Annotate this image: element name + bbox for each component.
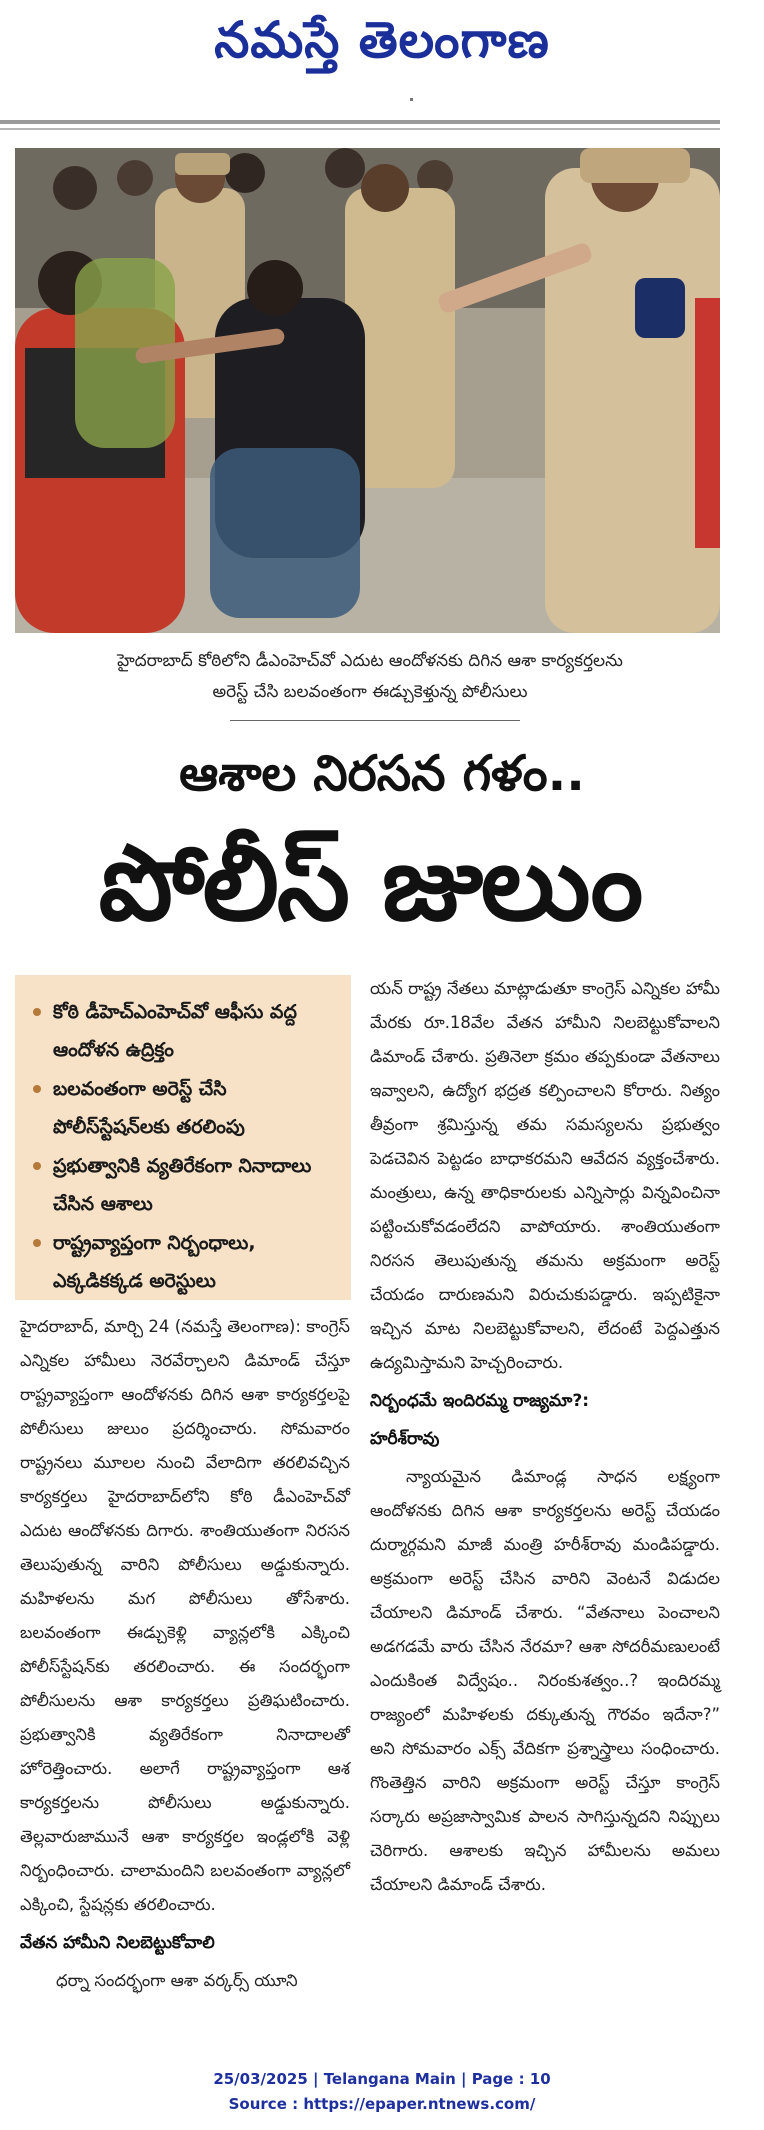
article-subhead: నిర్బంధమే ఇందిరమ్మ రాజ్యమా?: [370, 1391, 590, 1411]
highlight-item: బలవంతంగా అరెస్ట్ చేసి పోలీస్‌స్టేషన్‌లకు తరలింపు [29, 1070, 341, 1146]
article-subhead-author: హరీశ్‌రావు [370, 1429, 440, 1449]
bullet-icon [33, 1008, 41, 1016]
highlight-item: ప్రభుత్వానికి వ్యతిరేకంగా నినాదాలు చేసిన ఆశాలు [29, 1147, 341, 1223]
headline-kicker: ఆశాల నిరసన గళం.. [179, 745, 585, 802]
caption-divider [230, 720, 520, 721]
article-subhead: వేతన హామీని నిలబెట్టుకోవాలి [20, 1933, 215, 1953]
article-paragraph: హైదరాబాద్, మార్చి 24 (నమస్తే తెలంగాణ): కాంగ్రెస్ ఎన్నికల హామీలు నెరవేర్చాలని డిమాండ్ చేస్తూ రాష్ట్రవ్యాప్తంగా ఆందోళనకు దిగిన ఆశా కార్యకర్తలపై పోలీసులు జులుం ప్రదర్శించారు. సోమవారం రాష్ట్రనలు మూలల నుంచి వేలాదిగా తరలివచ్చిన కార్యకర్తలు హైదరాబాద్‌లోని కోఠి డీఎంహెచ్‌వో ఎదుట ఆందోళనకు దిగారు. శాంతియుతంగా నిరసన తెలుపుతున్న వారిని పోలీసులు అడ్డుకున్నారు. మహిళలను మగ పోలీసులు తోసేశారు. బలవంతంగా ఈడ్చుకెళ్లి వ్యాన్లలోకి ఎక్కించి పోలీస్‌స్టేషన్‌కు తరలించారు. ఈ సందర్భంగా పోలీసులను ఆశా కార్యకర్తలు ప్రతిఘటించారు. ప్రభుత్వానికి వ్యతిరేకంగా నినాదాలతో హోరెత్తించారు. అలాగే రాష్ట్రవ్యాప్తంగా ఆశ కార్యకర్తలను పోలీసులు అడ్డుకున్నారు. తెల్లవారుజామునే ఆశా కార్యకర్తల ఇండ్లలోకి వెళ్లి నిర్బంధించారు. చాలామందిని బలవంతంగా వ్యాన్లలో ఎక్కించి, స్టేషన్లకు తరలించారు. [20, 1317, 350, 1914]
highlights-box [15, 975, 351, 1300]
main-headline: పోలీస్ జులుం [98, 822, 642, 944]
bullet-icon [33, 1085, 41, 1093]
bullet-icon [33, 1162, 41, 1170]
highlight-item: రాష్ట్రవ్యాప్తంగా నిర్బంధాలు, ఎక్కడికక్కడ అరెస్టులు [29, 1224, 341, 1300]
footer-date-line: 25/03/2025 | Telangana Main | Page : 10 [213, 2070, 551, 2088]
protest-photo-illustration [15, 148, 720, 633]
caption-line-2: అరెస్ట్ చేసి బలవంతంగా ఈడ్చుకెళ్తున్న పోలీసులు [212, 682, 528, 702]
article-column-left [20, 1310, 350, 2002]
article-column-right [370, 972, 720, 1906]
caption-line-1: హైదరాబాద్ కోఠిలోని డీఎంహెచ్‌వో ఎదుట ఆందోళనకు దిగిన ఆశా కార్యకర్తలను [117, 651, 623, 671]
masthead [0, 0, 764, 120]
newspaper-title: నమస్తే తెలంగాణ [214, 10, 550, 69]
article-paragraph: ధర్నా సందర్భంగా ఆశా వర్కర్స్ యూని [56, 1971, 298, 1990]
article-paragraph: యన్ రాష్ట్ర నేతలు మాట్లాడుతూ కాంగ్రెస్ ఎన్నికల హామీ మేరకు రూ.18వేల వేతన హామీని నిలబెట్టుకోవాలని డిమాండ్ చేశారు. ప్రతినెలా క్రమం తప్పకుండా వేతనాలు ఇవ్వాలని, ఉద్యోగ భద్రత కల్పించాలని కోరారు. నిత్యం తీవ్రంగా శ్రమిస్తున్న తమ సమస్యలను ప్రభుత్వం పెడచెవిన పెట్టడం బాధాకరమని ఆవేదన వ్యక్తంచేశారు. మంత్రులు, ఉన్న తాధికారులకు ఎన్నిసార్లు విన్నవించినా పట్టించుకోవడంలేదని వాపోయారు. శాంతియుతంగా నిరసన తెలుపుతున్న తమను అక్రమంగా అరెస్ట్ చేయడం దారుణమని విరుచుకుపడ్డారు. ఇప్పటికైనా ఇచ్చిన మాట నిలబెట్టుకోవాలని, లేదంటే పెద్దఎత్తున ఉద్యమిస్తామని హెచ్చరించారు. [370, 979, 720, 1372]
photo-caption [30, 646, 710, 708]
bullet-icon [33, 1239, 41, 1247]
masthead-dot [410, 98, 413, 101]
masthead-rule-thin [0, 128, 720, 130]
masthead-rule [0, 120, 720, 124]
article-paragraph: న్యాయమైన డిమాండ్ల సాధన లక్ష్యంగా ఆందోళనకు దిగిన ఆశా కార్యకర్తలను అరెస్ట్ చేయడం దుర్మార్గమని మాజీ మంత్రి హరీశ్‌రావు మండిపడ్డారు. అక్రమంగా అరెస్ట్ చేసిన వారిని వెంటనే విడుదల చేయాలని డిమాండ్ చేశారు. “వేతనాలు పెంచాలని అడగడమే వారు చేసిన నేరమా? ఆశా సోదరీమణులంటే ఎందుకింత విద్వేషం.. నిరంకుశత్వం..? ఇందిరమ్మ రాజ్యంలో మహిళలకు దక్కుతున్న గౌరవం ఇదేనా?” అని సోమవారం ఎక్స్ వేదికగా ప్రశ్నాస్త్రాలు సంధించారు. గొంతెత్తిన వారిని అక్రమంగా అరెస్ట్ చేస్తూ కాంగ్రెస్ సర్కారు అప్రజాస్వామిక పాలన సాగిస్తున్నదని నిప్పులు చెరిగారు. ఆశాలకు ఇచ్చిన హామీలను అమలు చేయాలని డిమాండ్ చేశారు. [370, 1467, 720, 1894]
footer-source-link[interactable]: Source : https://epaper.ntnews.com/ [228, 2095, 536, 2113]
news-photo [15, 148, 720, 633]
highlight-item: కోఠి డీహెచ్‌ఎంహెచ్‌వో ఆఫీసు వద్ద ఆందోళన ఉద్రిక్తం [29, 993, 341, 1069]
